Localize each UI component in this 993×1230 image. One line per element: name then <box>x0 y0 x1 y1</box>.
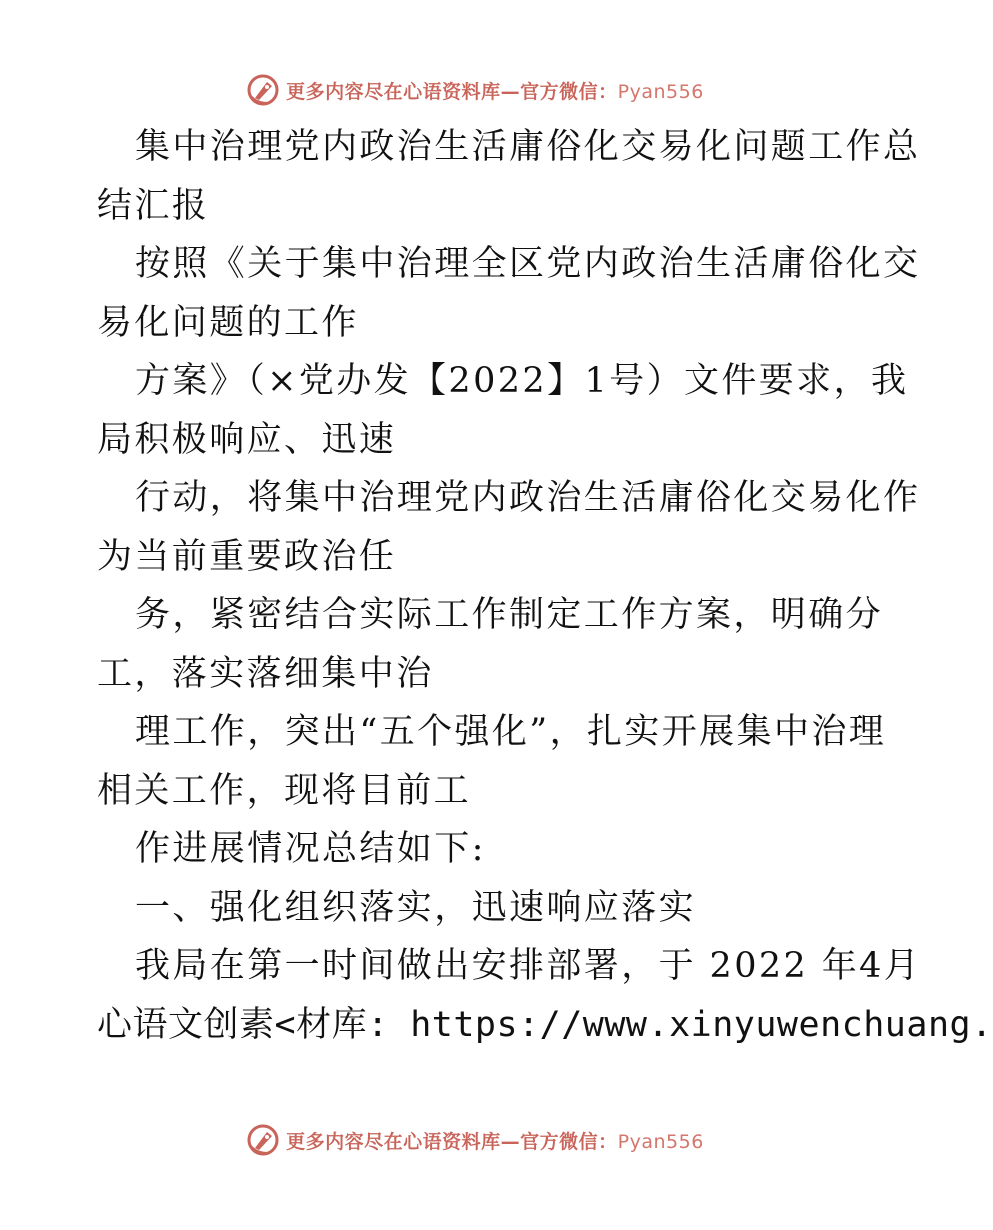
doc-paragraph-line: 理工作，突出“五个强化”，扎实开展集中治理 <box>135 712 887 752</box>
doc-paragraph-line: 相关工作，现将目前工 <box>97 770 472 811</box>
doc-paragraph-line: 方案》（×党办发【2022】1号）文件要求，我 <box>135 361 909 401</box>
footer-banner-text: 更多内容尽在心语资料库—官方微信：Pyan556 <box>286 1130 704 1153</box>
header-banner-handle: Pyan556 <box>617 80 704 103</box>
doc-paragraph-line: 行动，将集中治理党内政治生活庸俗化交易化作 <box>135 478 921 518</box>
pen-nib-circle-icon <box>246 1123 280 1157</box>
doc-paragraph-line: 局积极响应、迅速 <box>97 419 397 460</box>
doc-paragraph-line: 我局在第一时间做出安排部署，于 2022 年4月 <box>135 946 922 986</box>
doc-title-line-2: 结汇报 <box>97 185 210 226</box>
doc-watermark-url-line: 心语文创素<材库: https://www.xinyuwenchuang. <box>97 1004 993 1045</box>
doc-title-line-1: 集中治理党内政治生活庸俗化交易化问题工作总 <box>135 127 921 167</box>
header-banner-text: 更多内容尽在心语资料库—官方微信：Pyan556 <box>286 80 704 103</box>
pen-nib-circle-icon <box>246 73 280 107</box>
footer-banner <box>0 1120 950 1160</box>
doc-section-heading: 一、强化组织落实，迅速响应落实 <box>135 887 697 928</box>
document-body <box>97 118 993 1054</box>
doc-paragraph-line: 易化问题的工作 <box>97 302 359 343</box>
footer-banner-handle: Pyan556 <box>617 1130 704 1153</box>
doc-paragraph-line: 工，落实落细集中治 <box>97 653 434 694</box>
doc-paragraph-line: 务，紧密结合实际工作制定工作方案，明确分 <box>135 595 884 635</box>
header-banner <box>0 70 950 110</box>
doc-paragraph-line: 作进展情况总结如下: <box>135 829 486 869</box>
doc-paragraph-line: 按照《关于集中治理全区党内政治生活庸俗化交 <box>135 244 921 284</box>
doc-paragraph-line: 为当前重要政治任 <box>97 536 397 577</box>
